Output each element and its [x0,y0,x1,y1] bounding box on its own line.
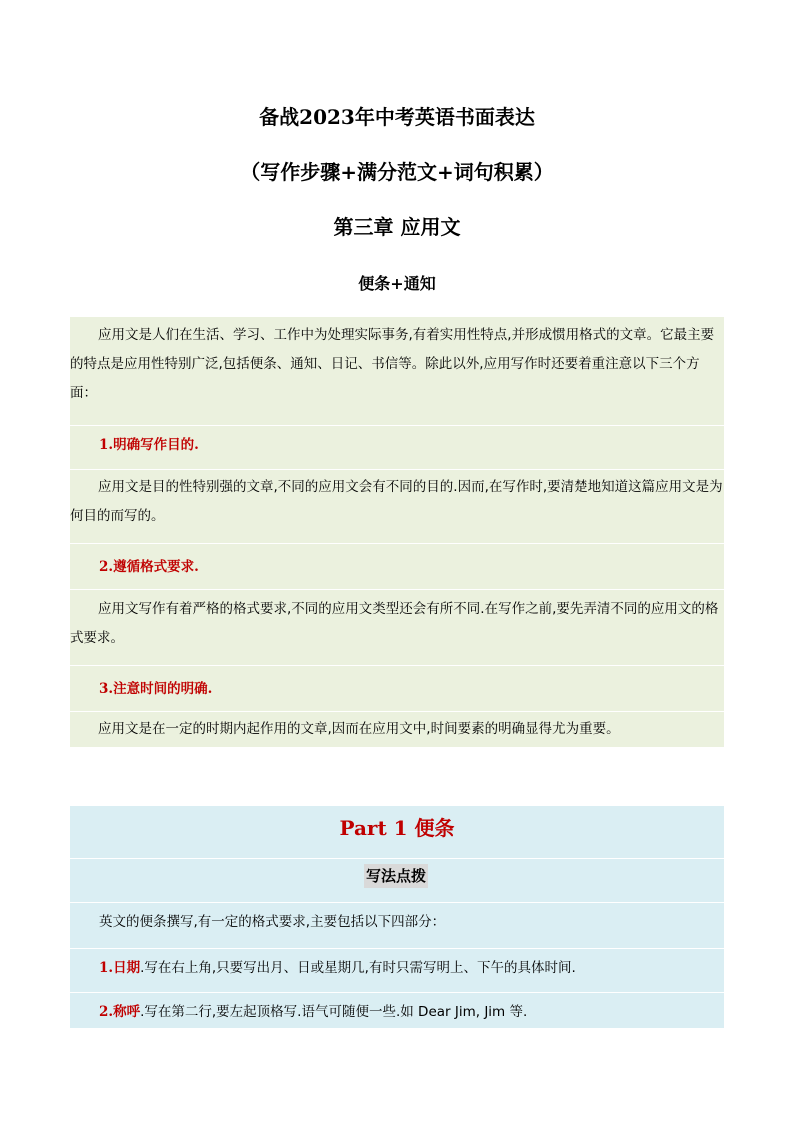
part1-box [70,806,724,1028]
intro-box [70,317,724,747]
divider [70,469,724,470]
section-title: 便条+通知 [358,274,436,293]
part1-title: Part 1 便条 [339,816,455,840]
divider [70,902,724,903]
point-heading: 2.遵循格式要求. [99,559,199,575]
list-item [99,958,576,978]
item-text: .写在右上角,只要写出月、日或星期几,有时只需写明上、下午的具体时间. [140,960,576,976]
item-key: 1.日期 [99,960,141,976]
tip-label: 写法点拨 [364,864,428,888]
point-heading: 3.注意时间的明确. [99,681,213,697]
document-title: 备战2023年中考英语书面表达 [259,105,535,129]
divider [70,665,724,666]
point-text: 应用文写作有着严格的格式要求,不同的应用文类型还会有所不同.在写作之前,要先弄清不同的应用文的格式要求。 [70,601,719,646]
point-heading: 1.明确写作目的. [99,437,199,453]
part1-lead: 英文的便条撰写,有一定的格式要求,主要包括以下四部分： [99,914,446,930]
divider [70,948,724,949]
divider [70,543,724,544]
divider [70,711,724,712]
divider [70,425,724,426]
divider [70,589,724,590]
intro-paragraph: 应用文是人们在生活、学习、工作中为处理实际事务,有着实用性特点,并形成惯用格式的文章。它最主要的特点是应用性特别广泛,包括便条、通知、日记、书信等。除此以外,应用写作时还要着重注意以下三个方面： [70,327,715,401]
divider [70,992,724,993]
divider [70,858,724,859]
chapter-title: 第三章 应用文 [333,215,461,239]
item-text: .写在第二行,要左起顶格写.语气可随便一些.如 Dear Jim, Jim 等. [140,1004,528,1020]
list-item [99,1002,527,1022]
item-key: 2.称呼 [99,1004,141,1020]
document-subtitle: （写作步骤+满分范文+词句积累） [240,160,554,184]
point-text: 应用文是目的性特别强的文章,不同的应用文会有不同的目的.因而,在写作时,要清楚地知道这篇应用文是为何目的而写的。 [70,479,723,524]
point-text: 应用文是在一定的时期内起作用的文章,因而在应用文中,时间要素的明确显得尤为重要。 [98,721,620,737]
